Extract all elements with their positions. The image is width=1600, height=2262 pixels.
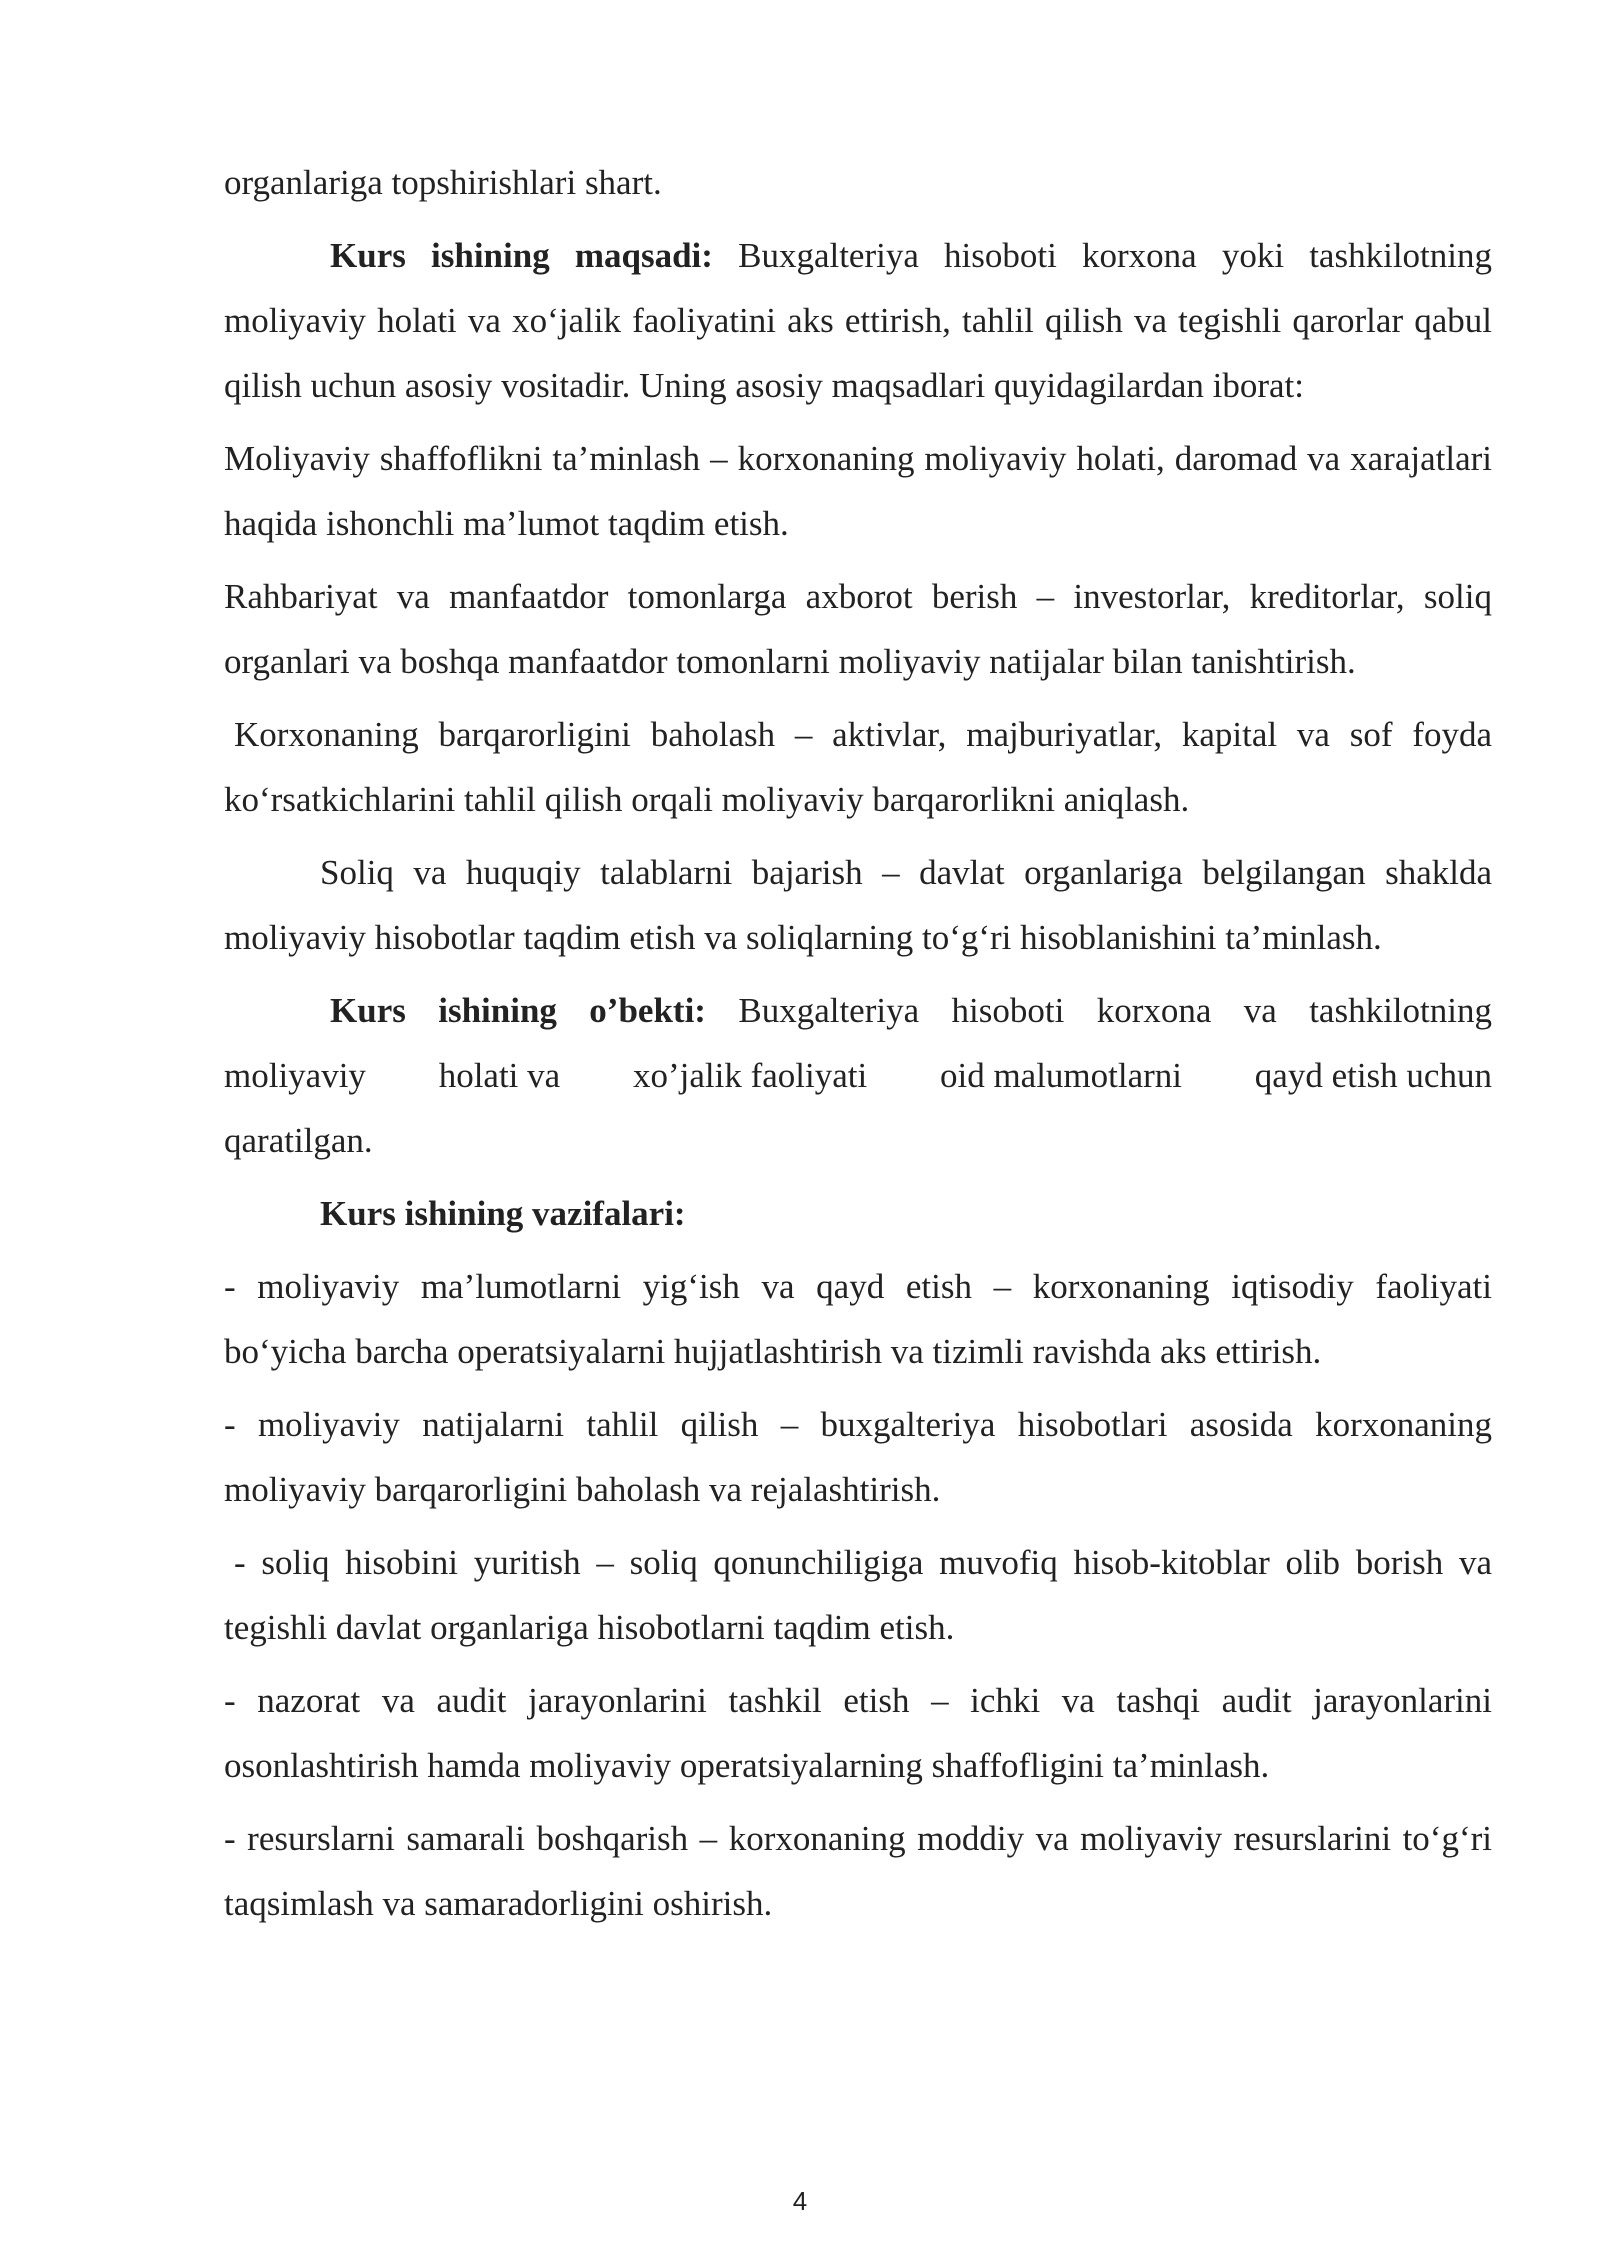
- paragraph-transparency: Moliyaviy shaffoflikni ta’minlash – korxonaning moliyaviy holati, daromad va xarajatlari haqida ishonchli ma’lumot taqdim etish.: [224, 439, 1492, 543]
- goal-label: Kurs ishining maqsadi:: [330, 236, 713, 275]
- object-word: moliyaviy: [224, 1056, 366, 1095]
- object-label: Kurs ishining o’bekti:: [330, 991, 706, 1030]
- object-word: holati va: [438, 1056, 561, 1095]
- goal-text: Buxgalteriya hisoboti korxona yoki tashkilotning moliyaviy holati va xo‘jalik faoliyatini aks ettirish, tahlil qilish va tegishli qarorlar qabul qilish uchun asosiy vositadir. Uning asosiy maqsadlari quyidagilardan iborat:: [224, 236, 1492, 405]
- body-text: [224, 150, 1492, 1936]
- paragraph-stakeholders: Rahbariyat va manfaatdor tomonlarga axborot berish – investorlar, kreditorlar, soliq organlari va boshqa manfaatdor tomonlarni moliyaviy natijalar bilan tanishtirish.: [224, 577, 1492, 681]
- object-word: oid malumotlarni: [939, 1056, 1183, 1095]
- paragraph-continuation: organlariga topshirishlari shart.: [224, 163, 662, 202]
- object-word: qayd etish uchun: [1254, 1056, 1492, 1095]
- tasks-heading: Kurs ishining vazifalari:: [320, 1194, 686, 1233]
- paragraph-goal: [224, 223, 1492, 418]
- page-number: 4: [792, 2186, 808, 2216]
- task-item: - soliq hisobini yuritish – soliq qonunchiligiga muvofiq hisob-kitoblar olib borish va tegishli davlat organlariga hisobotlarni taqdim etish.: [224, 1543, 1492, 1647]
- object-line-1: [224, 978, 1492, 1043]
- paragraph-stability: Korxonaning barqarorligini baholash – aktivlar, majburiyatlar, kapital va sof foyda ko‘rsatkichlarini tahlil qilish orqali moliyaviy barqarorlikni aniqlash.: [224, 715, 1492, 819]
- object-line-2: [224, 1043, 1492, 1108]
- task-item: - nazorat va audit jarayonlarini tashkil etish – ichki va tashqi audit jarayonlarini osonlashtirish hamda moliyaviy operatsiyalarning shaffofligini ta’minlash.: [224, 1681, 1492, 1785]
- object-text: Buxgalteriya hisoboti korxona va tashkilotning: [705, 991, 1492, 1030]
- task-item: - moliyaviy ma’lumotlarni yig‘ish va qayd etish – korxonaning iqtisodiy faoliyati bo‘yicha barcha operatsiyalarni hujjatlashtirish va tizimli ravishda aks ettirish.: [224, 1267, 1492, 1371]
- paragraph-tax-compliance: Soliq va huquqiy talablarni bajarish – davlat organlariga belgilangan shaklda moliyaviy hisobotlar taqdim etish va soliqlarning to‘g‘ri hisoblanishini ta’minlash.: [224, 853, 1492, 957]
- paragraph-object: [224, 978, 1492, 1173]
- object-line-3: qaratilgan.: [224, 1121, 373, 1160]
- task-item: - resurslarni samarali boshqarish – korxonaning moddiy va moliyaviy resurslarini to‘g‘ri taqsimlash va samaradorligini oshirish.: [224, 1819, 1492, 1923]
- task-item: - moliyaviy natijalarni tahlil qilish – buxgalteriya hisobotlari asosida korxonaning moliyaviy barqarorligini baholash va rejalashtirish.: [224, 1405, 1492, 1509]
- object-word: xo’jalik faoliyati: [632, 1056, 868, 1095]
